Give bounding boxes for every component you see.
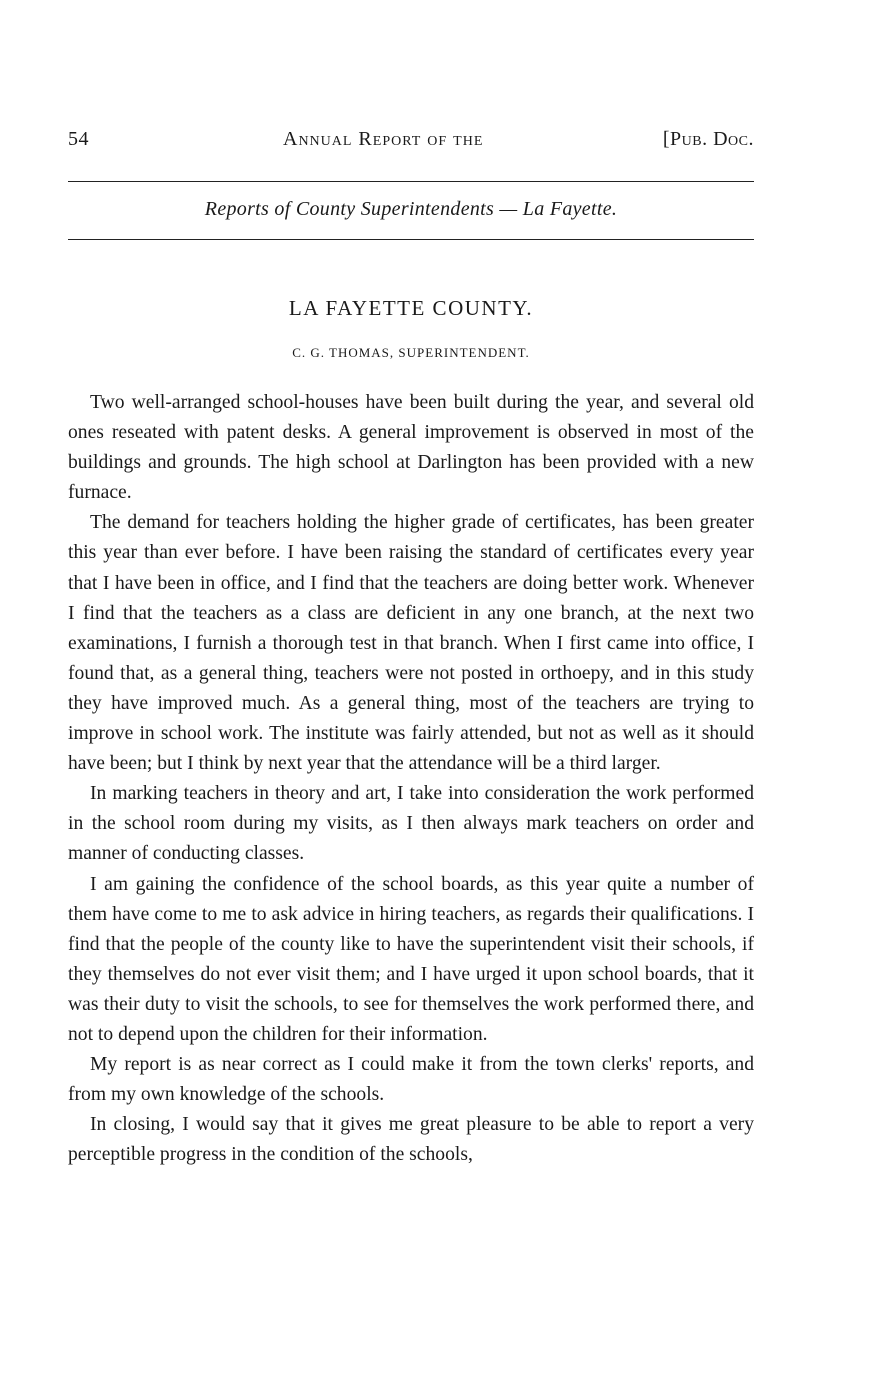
doc-label: [Pub. Doc. (662, 128, 754, 150)
running-title: Annual Report of the (283, 128, 484, 150)
paragraph-6: In closing, I would say that it gives me great pleasure to be able to report a very perceptible progress in the condition of the schools, (68, 1114, 754, 1166)
paragraph-3: In marking teachers in theory and art, I take into consideration the work performed in the school room during my visits, as I then always mark teachers on order and manner of conducting classes. (68, 783, 754, 865)
page-number: 54 (68, 128, 89, 150)
section-heading: Reports of County Superintendents — La Fayette. (204, 198, 618, 220)
paragraph-2: The demand for teachers holding the higher grade of certificates, has been greater this year than ever before. I have been raising the standard of certificates every year that I have been in office, and I find that the teachers are doing better work. Whenever I find that the teachers as a class are deficient in any one branch, at the next two examinations, I furnish a thorough test in that branch. When I first came into office, I found that, as a general thing, teachers were not posted in orthoepy, and in this study they have improved much. As a general thing, most of the teachers are trying to improve in school work. The institute was fairly attended, but not as well as it should have been; but I think by next year that the attendance will be a third larger. (68, 512, 754, 775)
superintendent-line: C. G. THOMAS, SUPERINTENDENT. (292, 345, 530, 360)
county-title: LA FAYETTE COUNTY. (288, 296, 534, 320)
running-head (68, 128, 754, 158)
paragraph-5: My report is as near correct as I could make it from the town clerks' reports, and from my own knowledge of the schools. (68, 1054, 754, 1106)
paragraph-4: I am gaining the confidence of the school boards, as this year quite a number of them have come to me to ask advice in hiring teachers, as regards their qualifications. I find that the people of the county like to have the superintendent visit their schools, if they themselves do not ever visit them; and I have urged it upon school boards, that it was their duty to visit the schools, to see for themselves the work performed there, and not to depend upon the children for their information. (68, 873, 754, 1045)
report-body (68, 388, 754, 1170)
header-rule-top (68, 181, 754, 182)
paragraph-1: Two well-arranged school-houses have been built during the year, and several old ones reseated with patent desks. A general improvement is observed in most of the buildings and grounds. The high school at Darlington has been provided with a new furnace. (68, 392, 754, 504)
header-rule-bottom (68, 239, 754, 240)
